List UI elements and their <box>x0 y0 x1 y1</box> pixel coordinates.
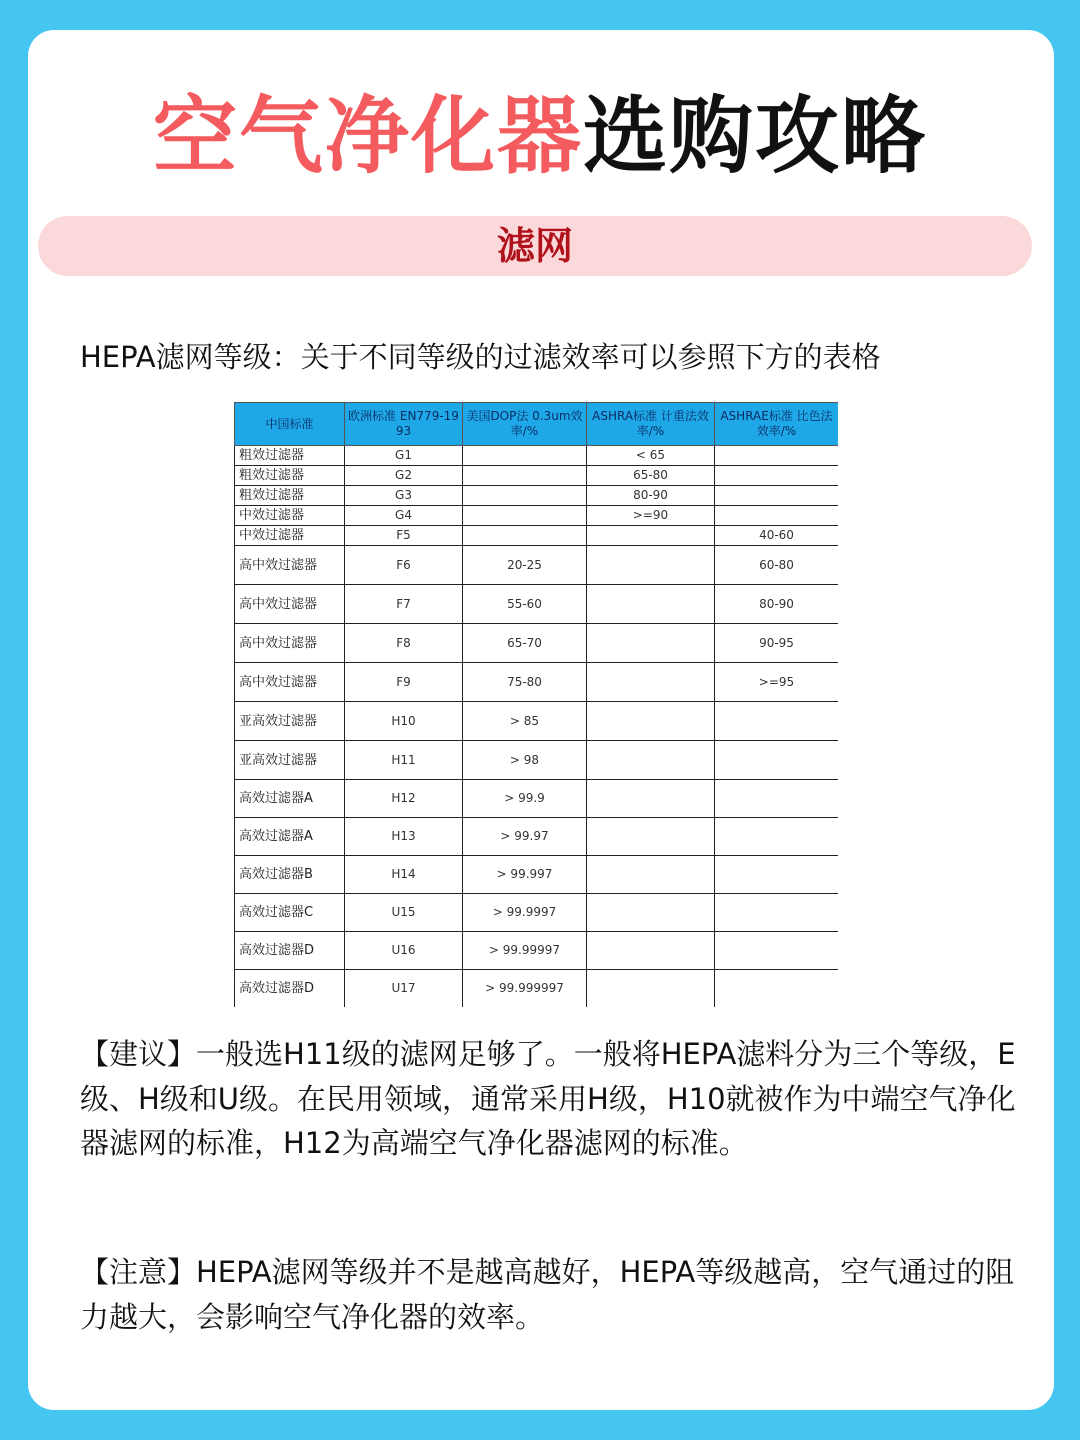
intro-text: HEPA滤网等级：关于不同等级的过滤效率可以参照下方的表格 <box>80 340 881 374</box>
header-eu-standard: 欧洲标准 EN779-1993 <box>345 403 463 446</box>
cell-weight-efficiency: 65-80 <box>587 466 715 486</box>
table-row <box>235 466 839 486</box>
cell-color-efficiency <box>715 702 839 741</box>
cell-china-grade: 亚高效过滤器 <box>235 702 345 741</box>
title-highlight: 空气净化器 <box>152 87 583 185</box>
cell-color-efficiency <box>715 466 839 486</box>
table-row <box>235 624 839 663</box>
table-body <box>235 446 839 1008</box>
table-row <box>235 663 839 702</box>
cell-weight-efficiency <box>587 546 715 585</box>
cell-color-efficiency <box>715 894 839 932</box>
table-row <box>235 506 839 526</box>
cell-weight-efficiency <box>587 526 715 546</box>
cell-weight-efficiency <box>587 818 715 856</box>
header-china-standard: 中国标准 <box>235 403 345 446</box>
cell-china-grade: 粗效过滤器 <box>235 446 345 466</box>
cell-weight-efficiency: >=90 <box>587 506 715 526</box>
cell-weight-efficiency: < 65 <box>587 446 715 466</box>
table-row <box>235 486 839 506</box>
cell-color-efficiency <box>715 486 839 506</box>
cell-eu-grade: F6 <box>345 546 463 585</box>
cell-color-efficiency: 60-80 <box>715 546 839 585</box>
table-row <box>235 780 839 818</box>
title-rest: 选购攻略 <box>583 87 928 185</box>
cell-china-grade: 亚高效过滤器 <box>235 741 345 780</box>
cell-eu-grade: F9 <box>345 663 463 702</box>
cell-eu-grade: G3 <box>345 486 463 506</box>
cell-dop-efficiency <box>463 486 587 506</box>
cell-eu-grade: F7 <box>345 585 463 624</box>
cell-china-grade: 高中效过滤器 <box>235 585 345 624</box>
cell-eu-grade: U15 <box>345 894 463 932</box>
cell-weight-efficiency <box>587 741 715 780</box>
cell-eu-grade: G2 <box>345 466 463 486</box>
cell-china-grade: 粗效过滤器 <box>235 466 345 486</box>
cell-dop-efficiency <box>463 526 587 546</box>
table-row <box>235 970 839 1008</box>
cell-weight-efficiency <box>587 932 715 970</box>
advice-paragraph: 【建议】一般选H11级的滤网足够了。一般将HEPA滤料分为三个等级，E级、H级和U级。在民用领域，通常采用H级，H10就被作为中端空气净化器滤网的标准，H12为高端空气净化器滤网的标准。 <box>80 1037 1016 1160</box>
cell-dop-efficiency: > 99.97 <box>463 818 587 856</box>
cell-china-grade: 高效过滤器D <box>235 970 345 1008</box>
cell-color-efficiency <box>715 741 839 780</box>
cell-color-efficiency <box>715 818 839 856</box>
cell-weight-efficiency <box>587 970 715 1008</box>
cell-weight-efficiency: 80-90 <box>587 486 715 506</box>
cell-dop-efficiency <box>463 506 587 526</box>
note-paragraph: 【注意】HEPA滤网等级并不是越高越好，HEPA等级越高，空气通过的阻力越大，会影响空气净化器的效率。 <box>80 1255 1015 1334</box>
cell-dop-efficiency <box>463 466 587 486</box>
cell-eu-grade: H10 <box>345 702 463 741</box>
hepa-grade-table-image <box>234 402 838 1007</box>
table-row <box>235 446 839 466</box>
cell-eu-grade: F8 <box>345 624 463 663</box>
cell-dop-efficiency: 65-70 <box>463 624 587 663</box>
cell-color-efficiency: >=95 <box>715 663 839 702</box>
cell-dop-efficiency: > 99.99997 <box>463 932 587 970</box>
cell-dop-efficiency: > 99.9997 <box>463 894 587 932</box>
cell-china-grade: 中效过滤器 <box>235 506 345 526</box>
table-row <box>235 741 839 780</box>
cell-eu-grade: F5 <box>345 526 463 546</box>
cell-dop-efficiency: > 99.9 <box>463 780 587 818</box>
cell-color-efficiency <box>715 446 839 466</box>
table-row <box>235 585 839 624</box>
cell-eu-grade: H13 <box>345 818 463 856</box>
cell-color-efficiency <box>715 856 839 894</box>
cell-china-grade: 高中效过滤器 <box>235 624 345 663</box>
cell-weight-efficiency <box>587 856 715 894</box>
cell-dop-efficiency: > 98 <box>463 741 587 780</box>
cell-color-efficiency <box>715 970 839 1008</box>
cell-china-grade: 高效过滤器A <box>235 780 345 818</box>
cell-eu-grade: U16 <box>345 932 463 970</box>
page-title <box>0 86 1080 186</box>
cell-china-grade: 高效过滤器C <box>235 894 345 932</box>
cell-dop-efficiency: 20-25 <box>463 546 587 585</box>
cell-china-grade: 中效过滤器 <box>235 526 345 546</box>
cell-eu-grade: H11 <box>345 741 463 780</box>
section-banner <box>38 216 1032 276</box>
header-ashra-weight: ASHRA标准 计重法效率/% <box>587 403 715 446</box>
cell-china-grade: 高效过滤器B <box>235 856 345 894</box>
cell-dop-efficiency: 55-60 <box>463 585 587 624</box>
cell-color-efficiency <box>715 780 839 818</box>
hepa-grade-table <box>234 402 838 1007</box>
cell-china-grade: 粗效过滤器 <box>235 486 345 506</box>
cell-color-efficiency: 90-95 <box>715 624 839 663</box>
table-row <box>235 702 839 741</box>
cell-china-grade: 高效过滤器A <box>235 818 345 856</box>
cell-eu-grade: U17 <box>345 970 463 1008</box>
table-row <box>235 856 839 894</box>
cell-dop-efficiency: 75-80 <box>463 663 587 702</box>
table-row <box>235 932 839 970</box>
cell-china-grade: 高中效过滤器 <box>235 663 345 702</box>
cell-eu-grade: G1 <box>345 446 463 466</box>
cell-dop-efficiency: > 99.999997 <box>463 970 587 1008</box>
table-row <box>235 818 839 856</box>
cell-eu-grade: H14 <box>345 856 463 894</box>
cell-weight-efficiency <box>587 702 715 741</box>
cell-dop-efficiency: > 99.997 <box>463 856 587 894</box>
cell-color-efficiency <box>715 932 839 970</box>
cell-dop-efficiency <box>463 446 587 466</box>
section-label: 滤网 <box>496 224 573 268</box>
cell-weight-efficiency <box>587 624 715 663</box>
table-row <box>235 526 839 546</box>
table-header-row <box>235 403 839 446</box>
header-ashrae-color: ASHRAE标准 比色法效率/% <box>715 403 839 446</box>
cell-weight-efficiency <box>587 780 715 818</box>
cell-eu-grade: G4 <box>345 506 463 526</box>
cell-weight-efficiency <box>587 663 715 702</box>
cell-weight-efficiency <box>587 585 715 624</box>
cell-china-grade: 高中效过滤器 <box>235 546 345 585</box>
cell-weight-efficiency <box>587 894 715 932</box>
cell-china-grade: 高效过滤器D <box>235 932 345 970</box>
table-row <box>235 894 839 932</box>
header-us-dop: 美国DOP法 0.3um效率/% <box>463 403 587 446</box>
table-row <box>235 546 839 585</box>
cell-eu-grade: H12 <box>345 780 463 818</box>
cell-color-efficiency <box>715 506 839 526</box>
cell-dop-efficiency: > 85 <box>463 702 587 741</box>
cell-color-efficiency: 80-90 <box>715 585 839 624</box>
cell-color-efficiency: 40-60 <box>715 526 839 546</box>
